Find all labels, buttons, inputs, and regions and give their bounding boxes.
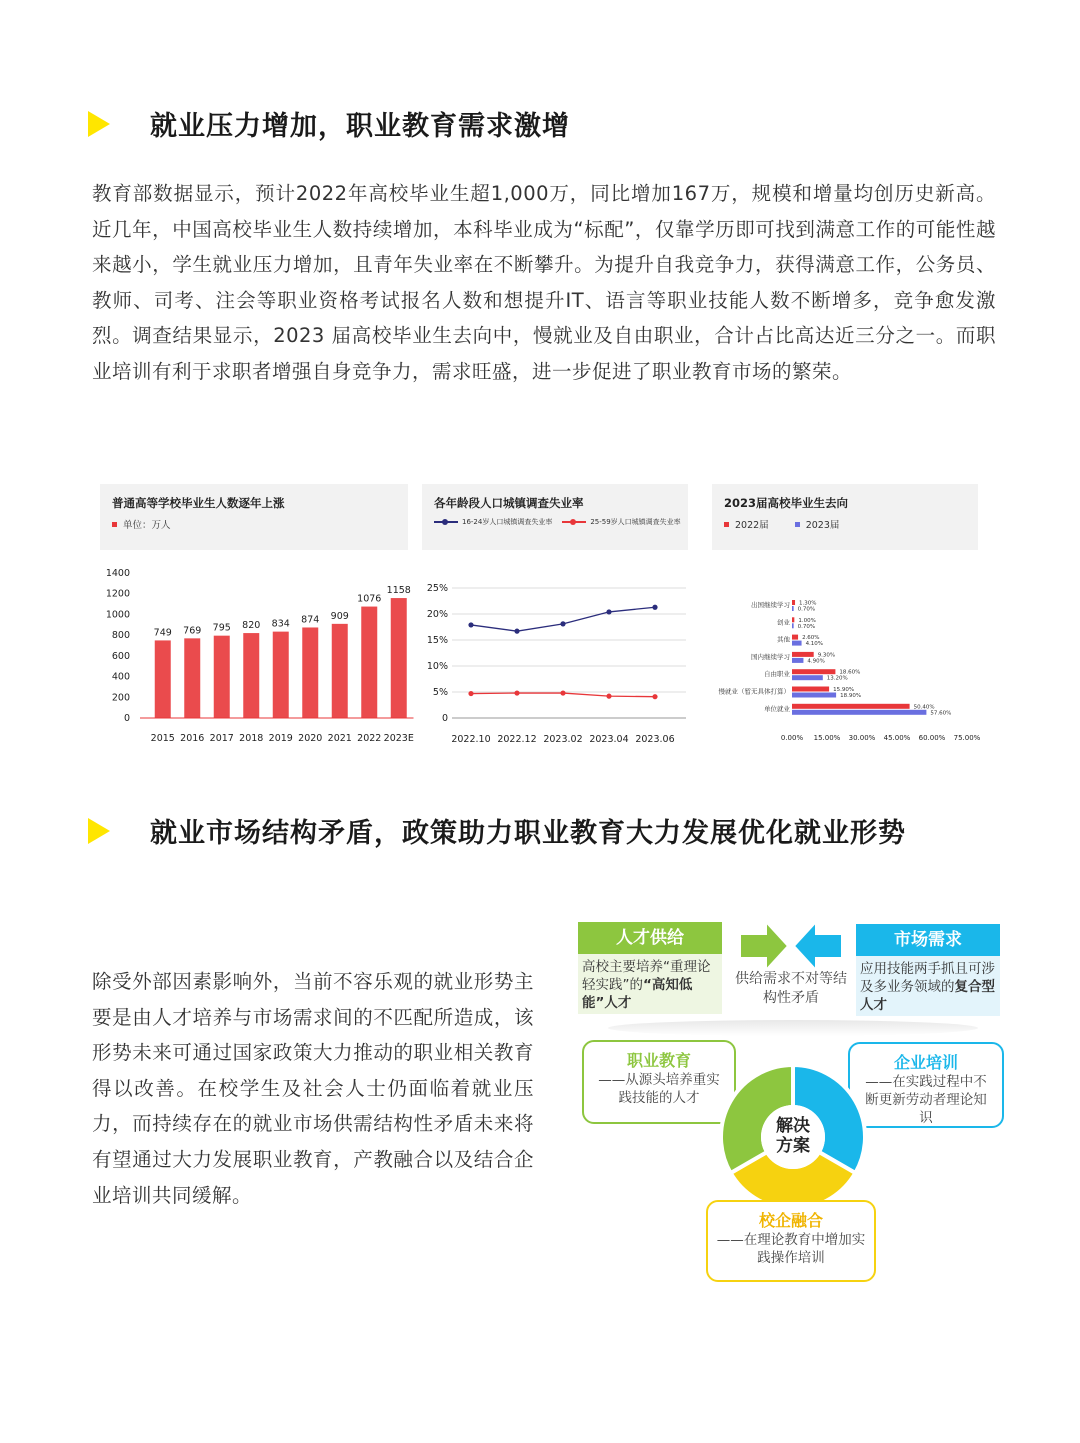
x-tick-label: 2023.06 <box>635 734 675 745</box>
bar <box>792 675 823 680</box>
category-label: 慢就业（暂无具体打算） <box>718 687 790 696</box>
bar-value-label: 795 <box>212 622 231 634</box>
x-tick-label: 45.00% <box>883 734 911 742</box>
bar-value-label: 13.20% <box>826 675 848 682</box>
y-tick-label: 1000 <box>105 609 130 621</box>
chart3-header <box>712 484 978 550</box>
category-label: 其他 <box>777 635 790 644</box>
series-line <box>471 607 655 631</box>
school-enterprise-box <box>706 1200 876 1282</box>
chart3-title: 2023届高校毕业生去向 <box>724 496 849 510</box>
bar <box>332 624 348 718</box>
section2-paragraph: 除受外部因素影响外，当前不容乐观的就业形势主要是由人才培养与市场需求间的不匹配所造成，该形势未来可通过国家政策大力推动的职业相关教育得以改善。在校学生及社会人士仍面临着就业压力，而持续存在的就业市场供需结构性矛盾未来将有望通过大力发展职业教育，产教融合以及结合企业培训共同缓解。 <box>92 970 534 1207</box>
bar <box>792 704 910 709</box>
demand-title: 市场需求 <box>894 930 962 950</box>
bar-value-label: 0.70% <box>797 606 816 613</box>
data-point <box>514 690 519 695</box>
bar <box>273 632 289 718</box>
x-tick-label: 2023E <box>383 733 414 744</box>
bar <box>792 658 803 663</box>
bar-value-label: 769 <box>183 625 202 637</box>
enterprise-text: ——在实践过程中不断更新劳动者理论知识 <box>865 1074 987 1126</box>
vocational-title: 职业教育 <box>626 1051 691 1070</box>
bar <box>792 641 802 646</box>
x-tick-label: 2017 <box>209 733 234 744</box>
bar-value-label: 9.30% <box>817 652 836 659</box>
y-tick-label: 20% <box>426 609 448 620</box>
section1-title: 就业压力增加，职业教育需求激增 <box>150 111 570 142</box>
supply-title: 人才供给 <box>616 928 684 948</box>
x-tick-label: 2015 <box>150 733 175 744</box>
bar-value-label: 749 <box>153 627 172 639</box>
demand-text: 应用技能两手抓且可涉及多业务领域的 <box>860 961 995 995</box>
bar <box>214 636 230 718</box>
solution-diagram <box>578 918 1008 1288</box>
triangle-bullet-icon <box>88 818 110 844</box>
legend-line-navy-icon <box>434 521 458 523</box>
bar <box>302 627 318 718</box>
chart3-series1-name: 2022届 <box>735 520 769 531</box>
bar <box>792 693 836 698</box>
supply-body <box>578 954 722 1014</box>
mismatch-text: 供给需求不对等结构性矛盾 <box>735 971 847 1006</box>
enterprise-title: 企业培训 <box>893 1053 958 1072</box>
category-label: 自由职业 <box>764 670 790 679</box>
y-tick-label: 0 <box>441 713 448 724</box>
x-tick-label: 2023.04 <box>589 734 629 745</box>
x-tick-label: 2019 <box>268 733 293 744</box>
y-tick-label: 600 <box>111 650 130 662</box>
y-tick-label: 200 <box>111 692 130 704</box>
bar <box>792 710 926 715</box>
section2-title: 就业市场结构矛盾，政策助力职业教育大力发展优化就业形势 <box>150 818 906 849</box>
data-point <box>652 605 657 610</box>
bar-value-label: 0.70% <box>797 623 816 630</box>
bar-value-label: 1076 <box>357 593 382 605</box>
vocational-education-box <box>582 1040 736 1124</box>
data-point <box>560 690 565 695</box>
bar-value-label: 4.90% <box>807 658 825 665</box>
graduates-bar-chart <box>100 560 420 760</box>
bar-value-label: 50.40% <box>913 704 935 711</box>
chart1-legend <box>112 517 171 531</box>
bar-value-label: 820 <box>242 620 261 632</box>
x-tick-label: 2022.12 <box>497 734 537 745</box>
legend-swatch-red <box>112 522 117 527</box>
graduate-destination-chart <box>712 560 992 760</box>
x-tick-label: 2022.10 <box>451 734 491 745</box>
y-tick-label: 25% <box>426 583 448 594</box>
data-point <box>514 629 519 634</box>
vocational-text: ——从源头培养重实践技能的人才 <box>598 1072 720 1106</box>
x-tick-label: 15.00% <box>813 734 841 742</box>
bar <box>792 635 798 640</box>
demand-text-end: 人才 <box>860 997 887 1013</box>
bar <box>361 607 377 718</box>
x-tick-label: 2023.02 <box>543 734 583 745</box>
cooperation-title: 校企融合 <box>758 1211 823 1230</box>
bar <box>391 598 407 718</box>
triangle-bullet-icon <box>88 111 110 137</box>
bar-value-label: 57.60% <box>930 710 952 717</box>
section2-heading <box>88 811 906 850</box>
y-tick-label: 10% <box>426 661 448 672</box>
bar <box>792 652 814 657</box>
chart2-legend <box>434 517 681 527</box>
supply-header <box>578 922 722 954</box>
bar-value-label: 909 <box>330 610 349 622</box>
solution-center-text: 解决方案 <box>776 1116 810 1156</box>
y-tick-label: 1200 <box>105 588 130 600</box>
bar <box>792 600 795 605</box>
y-tick-label: 0 <box>123 713 130 724</box>
bar <box>792 617 794 622</box>
category-label: 出国继续学习 <box>751 601 790 609</box>
shadow-band <box>608 1020 978 1036</box>
y-tick-label: 1400 <box>105 568 130 579</box>
legend-line-red-icon <box>562 521 586 523</box>
bar <box>792 687 829 692</box>
bar <box>792 623 794 628</box>
chart2-title: 各年龄段人口城镇调查失业率 <box>434 496 584 510</box>
chart1-title: 普通高等学校毕业生人数逐年上涨 <box>112 496 285 510</box>
category-label: 单位就业 <box>764 704 790 713</box>
x-tick-label: 75.00% <box>953 734 981 742</box>
bar-value-label: 874 <box>301 614 320 626</box>
data-point <box>468 622 473 627</box>
supply-text-bold: “高知低能” <box>582 977 693 1011</box>
enterprise-training-box <box>848 1042 1004 1128</box>
chart2-series1-name: 16-24岁人口城镇调查失业率 <box>462 518 553 526</box>
demand-body <box>856 956 1000 1016</box>
legend-swatch-blue <box>795 522 800 527</box>
x-tick-label: 60.00% <box>918 734 946 742</box>
bar <box>243 633 259 718</box>
supply-text-end: 人才 <box>604 995 632 1011</box>
data-point <box>652 694 657 699</box>
chart1-header <box>100 484 408 550</box>
data-point <box>468 691 473 696</box>
bar-value-label: 18.60% <box>839 669 861 676</box>
bar <box>792 606 794 611</box>
bar-value-label: 18.90% <box>840 693 862 699</box>
cooperation-text: ——在理论教育中增加实践操作培训 <box>716 1232 866 1266</box>
section1-heading <box>88 104 570 143</box>
supply-text: 高校主要培养“重理论轻实践”的 <box>582 959 711 993</box>
chart2-series2-name: 25-59岁人口城镇调查失业率 <box>590 518 681 526</box>
data-point <box>560 621 565 626</box>
demand-text-bold: 复合型 <box>954 979 995 995</box>
bar-value-label: 1158 <box>386 585 411 597</box>
chart2-header <box>422 484 688 550</box>
data-point <box>606 609 611 614</box>
x-tick-label: 30.00% <box>848 734 876 742</box>
bar <box>184 638 200 718</box>
chart3-series2-name: 2023届 <box>805 520 840 531</box>
demand-header <box>856 924 1000 956</box>
y-tick-label: 5% <box>432 687 448 698</box>
x-tick-label: 2018 <box>239 733 264 744</box>
y-tick-label: 15% <box>426 635 448 646</box>
category-label: 国内继续学习 <box>751 652 790 661</box>
bar-value-label: 15.90% <box>833 687 855 693</box>
x-tick-label: 2020 <box>298 733 323 744</box>
bar-value-label: 834 <box>271 618 290 630</box>
unemployment-line-chart <box>422 560 692 760</box>
x-tick-label: 2021 <box>327 733 352 744</box>
bar-value-label: 1.00% <box>798 617 816 624</box>
bar <box>792 669 835 674</box>
legend-swatch-red <box>724 522 729 527</box>
section1-paragraph: 教育部数据显示，预计2022年高校毕业生超1,000万，同比增加167万，规模和增量均创历史新高。近几年，中国高校毕业生人数持续增加，本科毕业成为“标配”，仅靠学历即可找到满意工作的可能性越来越小，学生就业压力增加，且青年失业率在不断攀升。为提升自我竞争力，获得满意工作，公务员、教师、司考、注会等职业资格考试报名人数和想提升IT、语言等职业技能人数不断增多，竞争愈发激烈。调查结果显示，2023 届高校毕业生去向中，慢就业及自由职业，合计占比高达近三分之一。而职业培训有利于求职者增强自身竞争力，需求旺盛，进一步促进了职业教育市场的繁荣。 <box>92 182 996 383</box>
x-tick-label: 2022 <box>357 733 382 744</box>
data-point <box>606 694 611 699</box>
y-tick-label: 400 <box>111 671 130 683</box>
category-label: 创业 <box>777 618 790 627</box>
bar <box>155 640 171 718</box>
bar-value-label: 4.10% <box>805 641 824 648</box>
bar-value-label: 1.30% <box>799 600 817 607</box>
x-tick-label: 2016 <box>180 733 205 744</box>
mismatch-arrows-icon <box>736 918 846 974</box>
chart3-legend <box>724 517 839 531</box>
y-tick-label: 800 <box>111 630 130 642</box>
bar-value-label: 2.60% <box>802 635 820 642</box>
x-tick-label: 0.00% <box>780 734 804 742</box>
chart1-unit: 单位：万人 <box>123 520 171 531</box>
